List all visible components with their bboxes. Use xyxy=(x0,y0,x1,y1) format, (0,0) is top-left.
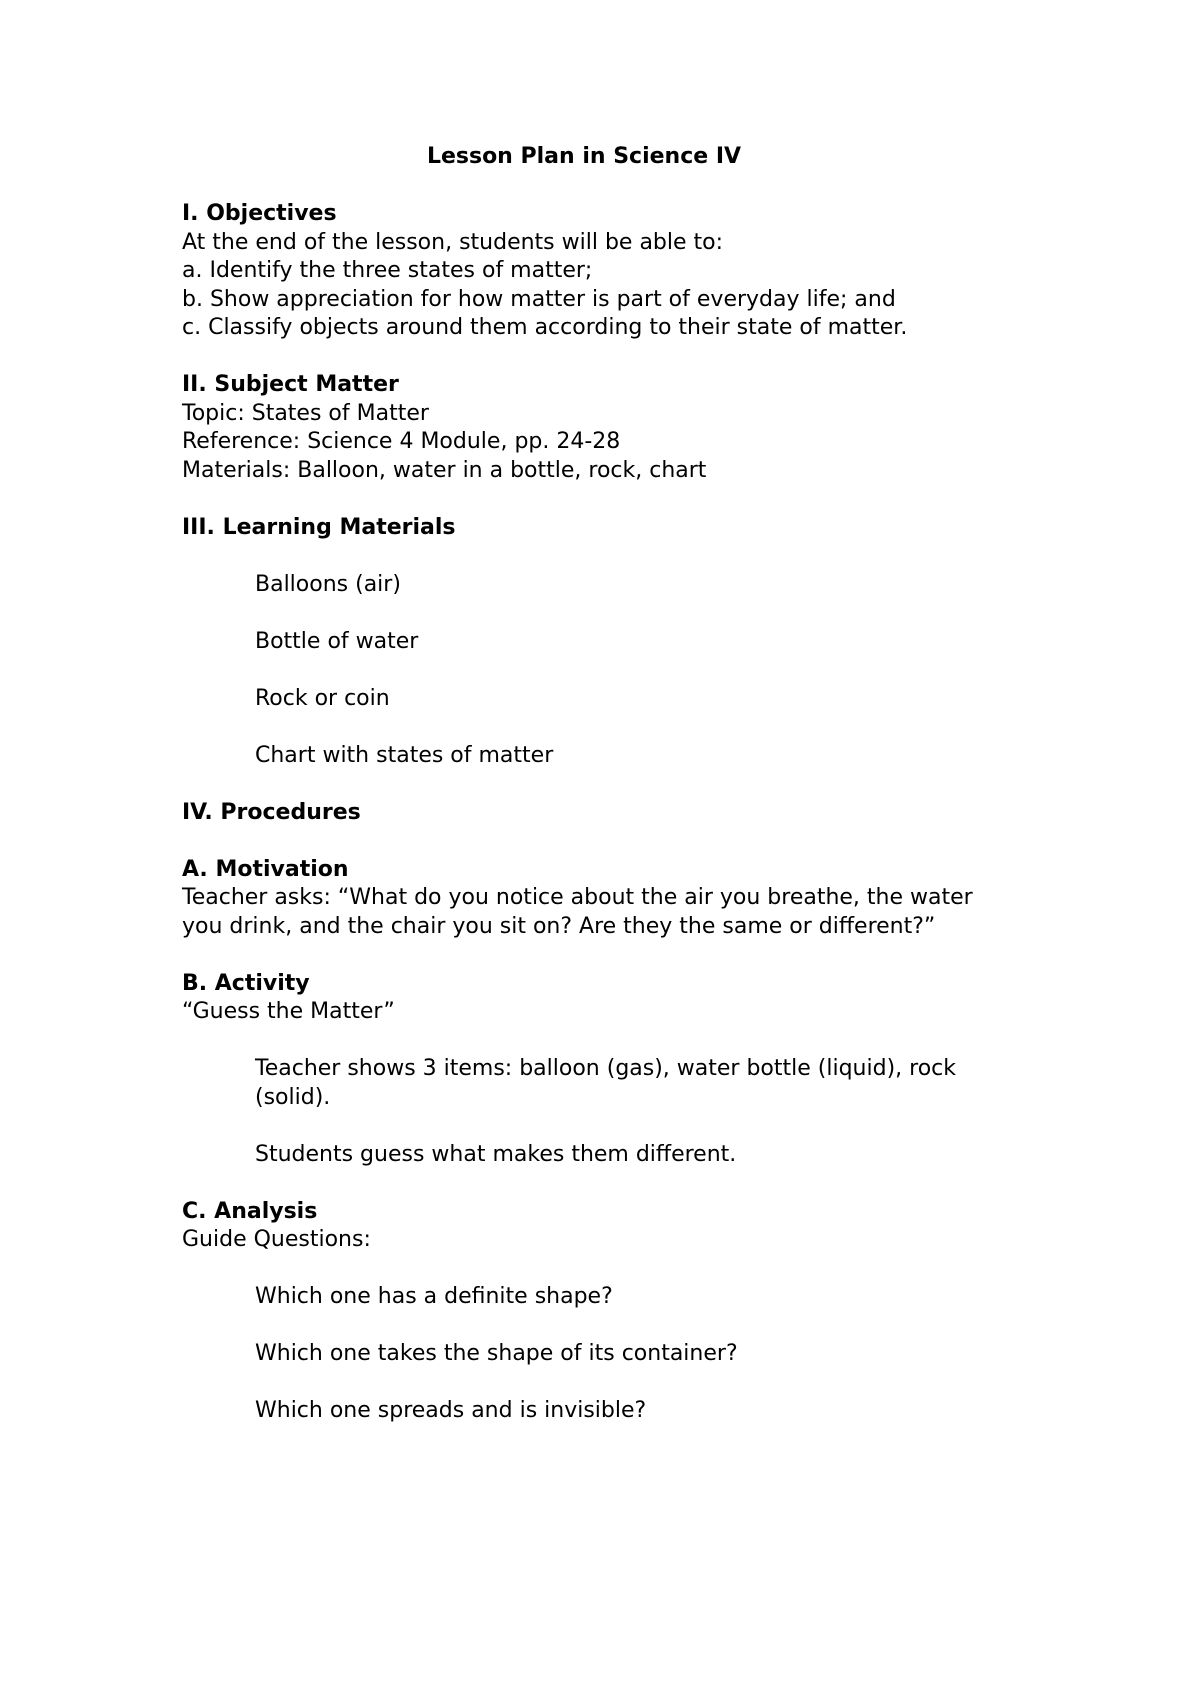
activity-item: Teacher shows 3 items: balloon (gas), water bottle (liquid), rock (solid). xyxy=(255,1056,957,1110)
analysis-heading: C. Analysis xyxy=(182,1198,318,1224)
analysis-intro: Guide Questions: xyxy=(182,1227,371,1252)
motivation-text: Teacher asks: “What do you notice about the air you breathe, the water you drink, and the chair you sit on? Are they the same or different?” xyxy=(182,885,973,939)
subject-topic: Topic: States of Matter xyxy=(182,400,429,426)
activity-name: “Guess the Matter” xyxy=(182,999,395,1024)
guide-question: Which one takes the shape of its container? xyxy=(255,1341,738,1366)
page-title: Lesson Plan in Science IV xyxy=(426,144,742,169)
subject-reference: Reference: Science 4 Module, pp. 24-28 xyxy=(182,429,621,454)
learning-material-item: Bottle of water xyxy=(255,628,419,654)
activity-heading: B. Activity xyxy=(182,970,310,996)
subject-materials: Materials: Balloon, water in a bottle, rock, chart xyxy=(182,457,707,483)
guide-question: Which one has a definite shape? xyxy=(255,1284,613,1309)
subject-matter-heading: II. Subject Matter xyxy=(182,372,399,397)
objective-item: c. Classify objects around them according to their state of matter. xyxy=(182,315,908,340)
learning-material-item: Rock or coin xyxy=(255,685,390,711)
learning-material-item: Chart with states of matter xyxy=(255,742,554,768)
learning-materials-heading: III. Learning Materials xyxy=(182,514,456,540)
learning-material-item: Balloons (air) xyxy=(255,571,401,597)
guide-question: Which one spreads and is invisible? xyxy=(255,1398,647,1423)
objectives-heading: I. Objectives xyxy=(182,201,337,226)
objectives-intro: At the end of the lesson, students will be able to: xyxy=(182,229,724,255)
document-body xyxy=(182,143,1022,1426)
objective-item: b. Show appreciation for how matter is part of everyday life; and xyxy=(182,286,896,312)
objective-item: a. Identify the three states of matter; xyxy=(182,258,593,283)
motivation-heading: A. Motivation xyxy=(182,856,349,882)
procedures-heading: IV. Procedures xyxy=(182,799,361,825)
activity-item: Students guess what makes them different. xyxy=(255,1141,737,1167)
